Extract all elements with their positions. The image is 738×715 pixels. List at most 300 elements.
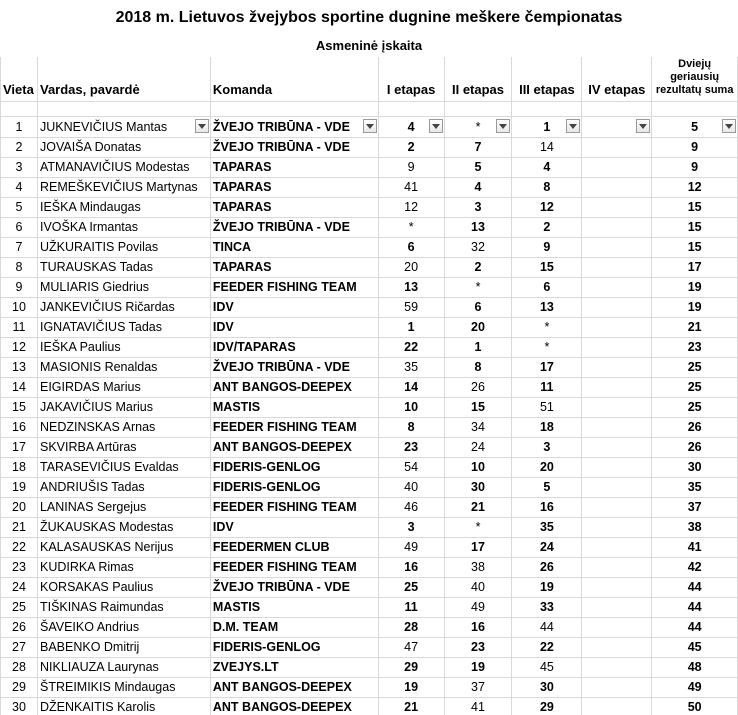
stage-4-cell[interactable] <box>582 258 652 278</box>
stage-1-cell[interactable] <box>378 298 444 318</box>
team-cell[interactable] <box>210 218 378 238</box>
team-cell[interactable] <box>210 198 378 218</box>
table-row <box>1 598 738 618</box>
rank-cell[interactable] <box>1 478 38 498</box>
stage-1-cell[interactable] <box>378 478 444 498</box>
filter-dropdown-button[interactable] <box>566 119 580 133</box>
stage-2-cell[interactable] <box>444 117 512 138</box>
stage-1-cell[interactable] <box>378 258 444 278</box>
stage-1-cell[interactable] <box>378 498 444 518</box>
stage-2-cell[interactable] <box>444 358 512 378</box>
team-cell[interactable] <box>210 258 378 278</box>
team-cell[interactable] <box>210 658 378 678</box>
team-name: ŽVEJO TRIBŪNA - VDE <box>212 580 350 594</box>
blank-cell[interactable] <box>512 102 582 117</box>
rank-cell[interactable] <box>1 238 38 258</box>
rank-cell[interactable] <box>1 418 38 438</box>
team-cell[interactable] <box>210 618 378 638</box>
stage-3-cell[interactable] <box>512 698 582 715</box>
filter-dropdown-button[interactable] <box>496 119 510 133</box>
stage-2-cell[interactable] <box>444 138 512 158</box>
stage-3-cell[interactable] <box>512 278 582 298</box>
name-cell[interactable] <box>37 598 210 618</box>
team-cell[interactable] <box>210 358 378 378</box>
stage-2-cell[interactable] <box>444 598 512 618</box>
name-cell[interactable] <box>37 138 210 158</box>
stage-3-value: 20 <box>539 460 554 474</box>
stage-3-cell[interactable] <box>512 498 582 518</box>
sum-cell[interactable] <box>652 558 738 578</box>
stage-2-cell[interactable] <box>444 178 512 198</box>
stage-4-cell[interactable] <box>582 398 652 418</box>
stage-2-cell[interactable] <box>444 338 512 358</box>
stage-4-cell[interactable] <box>582 218 652 238</box>
stage-1-value: 6 <box>407 240 415 254</box>
name-cell[interactable] <box>37 358 210 378</box>
header-stage-2[interactable]: II etapas <box>444 57 512 102</box>
rank-cell[interactable] <box>1 138 38 158</box>
stage-3-cell[interactable] <box>512 338 582 358</box>
stage-4-cell[interactable] <box>582 678 652 698</box>
stage-1-cell[interactable] <box>378 138 444 158</box>
stage-3-value: 33 <box>539 600 554 614</box>
stage-4-cell[interactable] <box>582 117 652 138</box>
sum-cell[interactable] <box>652 378 738 398</box>
stage-3-cell[interactable] <box>512 478 582 498</box>
rank-cell[interactable] <box>1 278 38 298</box>
header-stage-4[interactable]: IV etapas <box>582 57 652 102</box>
rank-cell[interactable] <box>1 578 38 598</box>
rank-value: 24 <box>12 580 26 594</box>
stage-4-cell[interactable] <box>582 618 652 638</box>
stage-2-cell[interactable] <box>444 238 512 258</box>
stage-1-value: 25 <box>404 580 419 594</box>
stage-1-cell[interactable] <box>378 458 444 478</box>
name-cell[interactable] <box>37 298 210 318</box>
stage-3-cell[interactable] <box>512 158 582 178</box>
name-cell[interactable] <box>37 398 210 418</box>
stage-4-cell[interactable] <box>582 358 652 378</box>
stage-1-cell[interactable] <box>378 438 444 458</box>
name-cell[interactable] <box>37 238 210 258</box>
team-cell[interactable] <box>210 318 378 338</box>
stage-4-cell[interactable] <box>582 578 652 598</box>
stage-2-cell[interactable] <box>444 658 512 678</box>
rank-cell[interactable] <box>1 558 38 578</box>
sum-cell[interactable] <box>652 258 738 278</box>
name-cell[interactable] <box>37 578 210 598</box>
name-cell[interactable] <box>37 438 210 458</box>
stage-1-cell[interactable] <box>378 318 444 338</box>
stage-1-cell[interactable] <box>378 198 444 218</box>
name-cell[interactable] <box>37 318 210 338</box>
stage-3-cell[interactable] <box>512 117 582 138</box>
sum-value: 5 <box>691 120 699 134</box>
stage-2-cell[interactable] <box>444 198 512 218</box>
sheet-title[interactable]: 2018 m. Lietuvos žvejybos sportine dugnine meškere čempionatas <box>115 9 623 26</box>
sum-cell[interactable] <box>652 658 738 678</box>
sum-cell[interactable] <box>652 418 738 438</box>
rank-cell[interactable] <box>1 678 38 698</box>
stage-4-cell[interactable] <box>582 538 652 558</box>
name-cell[interactable] <box>37 378 210 398</box>
name-cell[interactable] <box>37 458 210 478</box>
stage-2-cell[interactable] <box>444 298 512 318</box>
rank-cell[interactable] <box>1 638 38 658</box>
stage-4-cell[interactable] <box>582 418 652 438</box>
rank-value: 21 <box>12 520 26 534</box>
name-cell[interactable] <box>37 618 210 638</box>
rank-cell[interactable] <box>1 158 38 178</box>
name-cell[interactable] <box>37 558 210 578</box>
team-cell[interactable] <box>210 638 378 658</box>
stage-4-cell[interactable] <box>582 238 652 258</box>
sum-value: 50 <box>687 700 702 714</box>
sum-cell[interactable] <box>652 538 738 558</box>
dropdown-arrow-icon <box>725 124 733 129</box>
rank-cell[interactable] <box>1 178 38 198</box>
sum-cell[interactable] <box>652 518 738 538</box>
rank-cell[interactable] <box>1 658 38 678</box>
sum-value: 15 <box>687 220 702 234</box>
name-cell[interactable] <box>37 698 210 715</box>
stage-2-cell[interactable] <box>444 558 512 578</box>
stage-1-cell[interactable] <box>378 158 444 178</box>
blank-cell[interactable] <box>210 102 378 117</box>
stage-1-cell[interactable] <box>378 117 444 138</box>
sum-cell[interactable] <box>652 678 738 698</box>
team-cell[interactable] <box>210 178 378 198</box>
stage-2-value: 41 <box>471 700 485 714</box>
stage-1-cell[interactable] <box>378 338 444 358</box>
sum-cell[interactable] <box>652 358 738 378</box>
stage-4-cell[interactable] <box>582 638 652 658</box>
stage-2-cell[interactable] <box>444 518 512 538</box>
team-cell[interactable] <box>210 298 378 318</box>
name-cell[interactable] <box>37 638 210 658</box>
name-cell[interactable] <box>37 678 210 698</box>
sum-cell[interactable] <box>652 618 738 638</box>
sum-cell[interactable] <box>652 338 738 358</box>
stage-1-cell[interactable] <box>378 598 444 618</box>
header-sum[interactable]: Dviejų geriausių rezultatų suma <box>652 57 738 102</box>
filter-dropdown-button[interactable] <box>722 119 736 133</box>
stage-2-cell[interactable] <box>444 498 512 518</box>
team-cell[interactable] <box>210 458 378 478</box>
stage-2-cell[interactable] <box>444 218 512 238</box>
stage-4-cell[interactable] <box>582 158 652 178</box>
stage-1-cell[interactable] <box>378 238 444 258</box>
name-cell[interactable] <box>37 218 210 238</box>
table-row <box>1 398 738 418</box>
rank-cell[interactable] <box>1 358 38 378</box>
sum-cell[interactable] <box>652 278 738 298</box>
team-cell[interactable] <box>210 438 378 458</box>
stage-3-value: 11 <box>540 380 554 394</box>
stage-3-value: 13 <box>539 300 554 314</box>
stage-1-cell[interactable] <box>378 678 444 698</box>
rank-cell[interactable] <box>1 218 38 238</box>
stage-4-cell[interactable] <box>582 698 652 715</box>
blank-cell[interactable] <box>1 102 38 117</box>
stage-1-cell[interactable] <box>378 518 444 538</box>
stage-3-cell[interactable] <box>512 618 582 638</box>
stage-4-cell[interactable] <box>582 478 652 498</box>
name-cell[interactable] <box>37 338 210 358</box>
blank-cell[interactable] <box>582 102 652 117</box>
stage-1-cell[interactable] <box>378 558 444 578</box>
stage-3-cell[interactable] <box>512 378 582 398</box>
sum-cell[interactable] <box>652 578 738 598</box>
sum-cell[interactable] <box>652 117 738 138</box>
blank-cell[interactable] <box>378 102 444 117</box>
stage-3-cell[interactable] <box>512 518 582 538</box>
header-name[interactable]: Vardas, pavardė <box>37 57 210 102</box>
stage-4-cell[interactable] <box>582 598 652 618</box>
stage-3-cell[interactable] <box>512 138 582 158</box>
team-cell[interactable] <box>210 418 378 438</box>
stage-2-cell[interactable] <box>444 378 512 398</box>
team-cell[interactable] <box>210 378 378 398</box>
stage-4-cell[interactable] <box>582 318 652 338</box>
stage-2-cell[interactable] <box>444 398 512 418</box>
stage-3-cell[interactable] <box>512 238 582 258</box>
sum-cell[interactable] <box>652 178 738 198</box>
sum-cell[interactable] <box>652 238 738 258</box>
table-row <box>1 558 738 578</box>
rank-cell[interactable] <box>1 117 38 138</box>
stage-1-cell[interactable] <box>378 278 444 298</box>
team-cell[interactable] <box>210 678 378 698</box>
blank-cell[interactable] <box>652 102 738 117</box>
stage-1-cell[interactable] <box>378 618 444 638</box>
stage-4-cell[interactable] <box>582 558 652 578</box>
participant-name: TIŠKINAS Raimundas <box>39 600 164 614</box>
rank-cell[interactable] <box>1 518 38 538</box>
team-cell[interactable] <box>210 338 378 358</box>
sum-cell[interactable] <box>652 398 738 418</box>
sum-cell[interactable] <box>652 498 738 518</box>
stage-2-cell[interactable] <box>444 618 512 638</box>
stage-1-cell[interactable] <box>378 578 444 598</box>
stage-1-value: 14 <box>404 380 419 394</box>
sum-value: 49 <box>687 680 702 694</box>
team-name: TAPARAS <box>212 260 272 274</box>
name-cell[interactable] <box>37 278 210 298</box>
team-cell[interactable] <box>210 158 378 178</box>
sum-cell[interactable] <box>652 218 738 238</box>
name-cell[interactable] <box>37 658 210 678</box>
header-stage-1[interactable]: I etapas <box>378 57 444 102</box>
stage-3-cell[interactable] <box>512 658 582 678</box>
stage-1-cell[interactable] <box>378 638 444 658</box>
team-cell[interactable] <box>210 138 378 158</box>
stage-3-cell[interactable] <box>512 258 582 278</box>
sum-cell[interactable] <box>652 438 738 458</box>
rank-cell[interactable] <box>1 458 38 478</box>
stage-4-cell[interactable] <box>582 178 652 198</box>
sum-cell[interactable] <box>652 138 738 158</box>
header-team[interactable]: Komanda <box>210 57 378 102</box>
rank-cell[interactable] <box>1 538 38 558</box>
name-cell[interactable] <box>37 478 210 498</box>
stage-2-cell[interactable] <box>444 458 512 478</box>
team-cell[interactable] <box>210 578 378 598</box>
rank-value: 4 <box>15 180 23 194</box>
team-cell[interactable] <box>210 538 378 558</box>
rank-cell[interactable] <box>1 378 38 398</box>
team-name: FEEDERMEN CLUB <box>212 540 330 554</box>
team-cell[interactable] <box>210 698 378 715</box>
sum-cell[interactable] <box>652 318 738 338</box>
stage-2-cell[interactable] <box>444 638 512 658</box>
stage-4-cell[interactable] <box>582 378 652 398</box>
blank-cell[interactable] <box>37 102 210 117</box>
stage-4-cell[interactable] <box>582 138 652 158</box>
stage-3-cell[interactable] <box>512 678 582 698</box>
stage-1-cell[interactable] <box>378 178 444 198</box>
sum-cell[interactable] <box>652 458 738 478</box>
stage-3-cell[interactable] <box>512 318 582 338</box>
team-cell[interactable] <box>210 478 378 498</box>
stage-2-cell[interactable] <box>444 258 512 278</box>
stage-3-cell[interactable] <box>512 578 582 598</box>
stage-3-cell[interactable] <box>512 358 582 378</box>
stage-1-cell[interactable] <box>378 378 444 398</box>
blank-cell[interactable] <box>444 102 512 117</box>
team-cell[interactable] <box>210 498 378 518</box>
stage-3-cell[interactable] <box>512 178 582 198</box>
team-name: ANT BANGOS-DEEPEX <box>212 680 352 694</box>
sum-cell[interactable] <box>652 598 738 618</box>
team-cell[interactable] <box>210 117 378 138</box>
stage-3-cell[interactable] <box>512 538 582 558</box>
sum-cell[interactable] <box>652 198 738 218</box>
name-cell[interactable] <box>37 518 210 538</box>
stage-1-cell[interactable] <box>378 218 444 238</box>
header-stage-3[interactable]: III etapas <box>512 57 582 102</box>
stage-3-cell[interactable] <box>512 438 582 458</box>
table-row <box>1 498 738 518</box>
stage-3-cell[interactable] <box>512 638 582 658</box>
name-cell[interactable] <box>37 158 210 178</box>
stage-2-cell[interactable] <box>444 578 512 598</box>
stage-3-cell[interactable] <box>512 218 582 238</box>
name-cell[interactable] <box>37 538 210 558</box>
team-cell[interactable] <box>210 518 378 538</box>
stage-2-cell[interactable] <box>444 538 512 558</box>
sum-cell[interactable] <box>652 698 738 715</box>
sum-cell[interactable] <box>652 638 738 658</box>
stage-2-cell[interactable] <box>444 698 512 715</box>
stage-2-cell[interactable] <box>444 438 512 458</box>
table-row <box>1 318 738 338</box>
stage-2-cell[interactable] <box>444 678 512 698</box>
stage-2-cell[interactable] <box>444 158 512 178</box>
stage-4-cell[interactable] <box>582 518 652 538</box>
filter-dropdown-button[interactable] <box>195 119 209 133</box>
stage-1-cell[interactable] <box>378 658 444 678</box>
team-cell[interactable] <box>210 278 378 298</box>
team-cell[interactable] <box>210 398 378 418</box>
stage-4-cell[interactable] <box>582 198 652 218</box>
results-rows <box>1 117 738 715</box>
stage-3-cell[interactable] <box>512 458 582 478</box>
stage-3-cell[interactable] <box>512 418 582 438</box>
stage-2-cell[interactable] <box>444 318 512 338</box>
sheet-subtitle[interactable]: Asmeninė įskaita <box>315 38 423 53</box>
rank-cell[interactable] <box>1 438 38 458</box>
filter-dropdown-button[interactable] <box>363 119 377 133</box>
rank-cell[interactable] <box>1 298 38 318</box>
stage-3-cell[interactable] <box>512 598 582 618</box>
rank-cell[interactable] <box>1 258 38 278</box>
rank-cell[interactable] <box>1 498 38 518</box>
stage-4-cell[interactable] <box>582 338 652 358</box>
rank-cell[interactable] <box>1 198 38 218</box>
team-cell[interactable] <box>210 558 378 578</box>
filter-dropdown-button[interactable] <box>429 119 443 133</box>
stage-2-value: 16 <box>471 620 485 634</box>
rank-value: 2 <box>15 140 23 154</box>
header-rank[interactable]: Vieta <box>1 57 38 102</box>
stage-1-cell[interactable] <box>378 418 444 438</box>
sum-cell[interactable] <box>652 478 738 498</box>
stage-3-cell[interactable] <box>512 398 582 418</box>
stage-4-cell[interactable] <box>582 458 652 478</box>
name-cell[interactable] <box>37 258 210 278</box>
stage-4-cell[interactable] <box>582 498 652 518</box>
team-cell[interactable] <box>210 238 378 258</box>
team-name: ŽVEJO TRIBŪNA - VDE <box>212 360 350 374</box>
stage-3-cell[interactable] <box>512 558 582 578</box>
name-cell[interactable] <box>37 117 210 138</box>
rank-value: 26 <box>12 620 26 634</box>
filter-dropdown-button[interactable] <box>636 119 650 133</box>
stage-4-cell[interactable] <box>582 298 652 318</box>
stage-4-cell[interactable] <box>582 658 652 678</box>
team-cell[interactable] <box>210 598 378 618</box>
rank-cell[interactable] <box>1 398 38 418</box>
stage-1-cell[interactable] <box>378 398 444 418</box>
stage-2-value: 24 <box>471 440 485 454</box>
stage-3-cell[interactable] <box>512 298 582 318</box>
stage-2-cell[interactable] <box>444 278 512 298</box>
name-cell[interactable] <box>37 498 210 518</box>
stage-2-cell[interactable] <box>444 478 512 498</box>
participant-name: MASIONIS Renaldas <box>39 360 158 374</box>
stage-1-cell[interactable] <box>378 698 444 715</box>
sum-cell[interactable] <box>652 158 738 178</box>
rank-cell[interactable] <box>1 338 38 358</box>
stage-2-cell[interactable] <box>444 418 512 438</box>
stage-1-cell[interactable] <box>378 538 444 558</box>
rank-cell[interactable] <box>1 598 38 618</box>
stage-4-cell[interactable] <box>582 438 652 458</box>
sum-cell[interactable] <box>652 298 738 318</box>
team-name: FIDERIS-GENLOG <box>212 480 321 494</box>
name-cell[interactable] <box>37 418 210 438</box>
stage-3-cell[interactable] <box>512 198 582 218</box>
stage-4-cell[interactable] <box>582 278 652 298</box>
name-cell[interactable] <box>37 178 210 198</box>
name-cell[interactable] <box>37 198 210 218</box>
stage-1-cell[interactable] <box>378 358 444 378</box>
stage-1-value: 13 <box>404 280 419 294</box>
rank-cell[interactable] <box>1 318 38 338</box>
rank-cell[interactable] <box>1 698 38 715</box>
rank-cell[interactable] <box>1 618 38 638</box>
